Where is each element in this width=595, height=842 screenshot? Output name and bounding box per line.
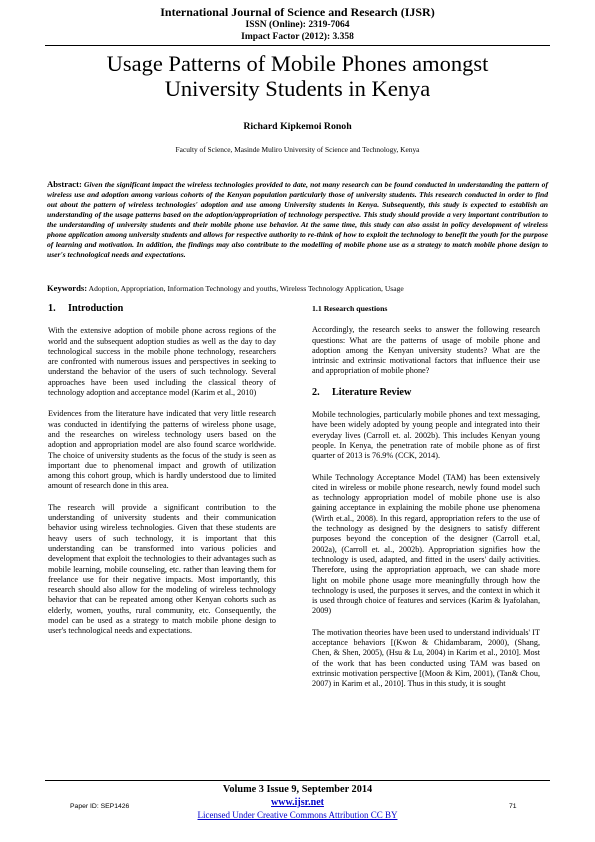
abstract: [47, 180, 548, 260]
footer-divider: [45, 780, 550, 781]
title-line-1: Usage Patterns of Mobile Phones amongst: [106, 51, 489, 76]
page-number: 71: [509, 803, 517, 810]
subsection-heading-research-questions: 1.1 Research questions: [312, 304, 388, 313]
keywords: [47, 283, 552, 293]
abstract-text: Given the significant impact the wireless technologies provided to date, not many research can be found conducted in understanding the pattern of wireless use and adoption among various cohorts of the Kenyan population particularly those of university students. This research conducted in order to find out about the pattern of wireless technologies' adoption and use among University students in Kenya. Subsequently, this study is expected to establish an understanding of the usage patterns based on the adoption/appropriation of technology perspective. This study should provide a very important contribution to the understanding of university students and their mobile phone use behavior. At the same time, this study can also assist in policy development of wireless phone application among university students and allows for respective authority to re-think of how to exploit the technology to benefit the youth for the purpose of learning and motivation. In addition, the findings may also contribute to the modelling of mobile phone use as a strategy to match mobile phone design to user's technological needs and expectations.: [47, 180, 549, 259]
paper-id: Paper ID: SEP1426: [70, 803, 130, 810]
journal-issn: ISSN (Online): 2319-7064: [245, 20, 350, 30]
section-heading-introduction: [48, 304, 276, 314]
impact-factor: Impact Factor (2012): 3.358: [241, 32, 354, 42]
paper-title: [40, 51, 555, 101]
author-name: Richard Kipkemoi Ronoh: [243, 121, 352, 132]
paragraph: Accordingly, the research seeks to answer the following research questions: What are the patterns of usage of mobile phone and adoption among the Kenyan university students? What are the intrinsic and extrinsic motivational factors that influence their use and appropriation of mobile phone?: [312, 325, 540, 376]
right-column: [312, 304, 540, 701]
paragraph: Mobile technologies, particularly mobile phones and text messaging, have been widely adopted by young people and integrated into their everyday lives (Carroll et. al. 2002b). This includes Kenyan young people. In Kenya, the penetration rate of mobile phone as of first quarter of 2013 is 76.9% (CCK, 2014).: [312, 410, 540, 461]
author-affiliation: Faculty of Science, Masinde Muliro University of Science and Technology, Kenya: [175, 145, 420, 154]
title-line-2: University Students in Kenya: [164, 76, 431, 101]
section-number: 1.: [48, 303, 56, 314]
paragraph: Evidences from the literature have indicated that very little research was conducted in identifying the patterns of wireless phone usage, and the researches on wireless technology users based on the adoption and appropriation model are also found scarce worldwide. The choice of university students as the focus of the study is seen as important due to phenomenal impact and growth of utilization among this cohort group, which is hardly understood due to limited amount of research done in this area.: [48, 409, 276, 491]
paragraph: The motivation theories have been used to understand individuals' IT acceptance behaviors [(Kwon & Chidambaram, 2000), (Shang, Chen, & Shen, 2005), (Hsu & Lu, 2004) in Karim et al., 2010]. Most of the work that has been conducted using TAM was based on extrinsic motivation perspective [(Moon & Kim, 2001), (Tan& Chou, 2007) in Karim et al., 2010]. Thus in this study, it is sought: [312, 627, 540, 689]
left-column: [48, 304, 276, 648]
journal-website-link[interactable]: www.ijsr.net: [271, 797, 324, 808]
section-number: 2.: [312, 386, 320, 398]
header-divider: [45, 45, 550, 46]
keywords-label: Keywords:: [47, 283, 88, 293]
keywords-text: Adoption, Appropriation, Information Technology and youths, Wireless Technology Application, Usage: [88, 284, 404, 293]
abstract-label: Abstract:: [47, 179, 82, 189]
paragraph: With the extensive adoption of mobile phone across regions of the world and the subsequent adoption studies as well as the day to day technological success in the mobile phone technology, researchers are confronted with numerous issues and perspectives in seeking to understand the behavior of the users of such technology. Several approaches have been used including the classical theory of technology adoption and acceptance model (Karim et al., 2010): [48, 326, 276, 398]
paragraph: While Technology Acceptance Model (TAM) has been extensively cited in wireless or mobile phone research, newly found model such as technology appropriation model of mobile phone use is also gaining acceptance in explaining the mobile phone use phenomena (Wirth et.al., 2008). In this regard, appropriation refers to the use of the technology as designed by the designers to satisfy different purposes beyond the conception of the designer (Carroll et.al, 2002a), (Carroll et. al., 2002b). Appropriation signifies how the technology is used, adapted, and fitted in the users' daily activities. Therefore, using the appropriation approach, we can shade more light on mobile phone usage more meaningfully through how the technology is used, the purposes it serves, and the context in which it is used through choice of features and services (Karim & Iyafolahan, 2009): [312, 472, 540, 616]
section-title: Introduction: [68, 303, 124, 314]
volume-info: Volume 3 Issue 9, September 2014: [222, 784, 373, 795]
section-title: Literature Review: [332, 386, 412, 398]
license-link[interactable]: Licensed Under Creative Commons Attribution CC BY: [197, 810, 398, 820]
section-heading-literature-review: [312, 388, 540, 398]
paragraph: The research will provide a significant contribution to the understanding of university students and their communication behavior using wireless technologies. Given that these students are heavy users of such technology, it is important that this understanding can be transformed into various policies and development that exploit the technologies to their advantages such as mobile learning, mobile counseling, etc. rather than leaving them for freelance use for their negative impacts. Most importantly, this research should also allow for the modeling of wireless technology behavior that can be repeated among other Kenyan cohorts such as elderly, women, youths, rural community, etc. Consequently, the model can be used as a strategy to match mobile phone design to user's technological needs and expectations.: [48, 502, 276, 636]
journal-name: International Journal of Science and Research (IJSR): [160, 5, 435, 19]
